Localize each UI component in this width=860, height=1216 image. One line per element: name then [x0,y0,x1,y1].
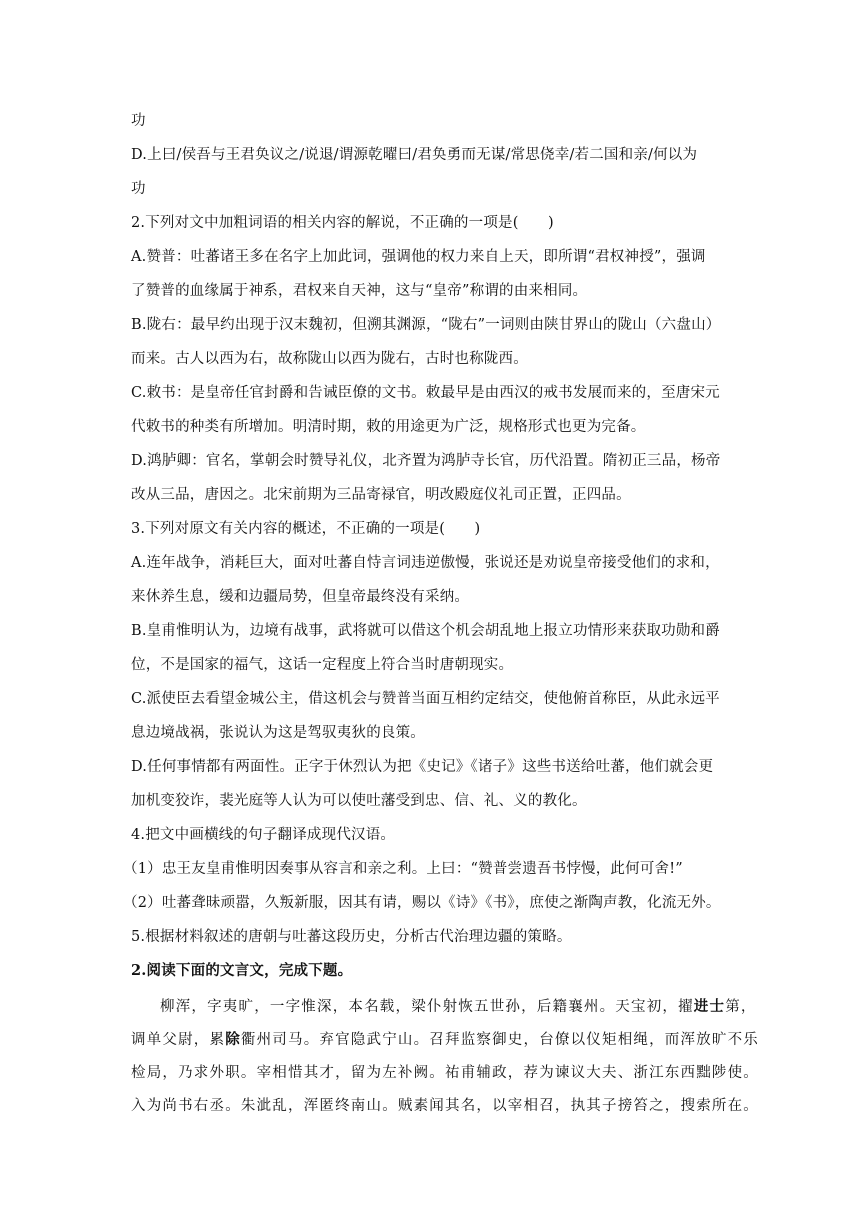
option-d-line-1: D.上曰/侯吾与王君奂议之/说退/谓源乾曜曰/君奂勇而无谋/常思侥幸/若二国和亲/何以为 [131,147,698,163]
q2-option-b-line-2: 而来。古人以西为右，故称陇山以西为陇右，古时也称陇西。 [131,351,528,367]
q2-option-a-line-1: A.赞普：吐蕃诸王多在名字上加此词，强调他的权力来自上天，即所谓“君权神授”，强调 [131,249,706,265]
section-2-heading: 2.阅读下面的文言文，完成下题。 [131,962,353,979]
bold-term-jinshi: 进士 [693,998,726,1015]
option-c-continuation: 功 [131,113,146,129]
q2-option-d-line-2: 改从三品，唐因之。北宋前期为三品寄禄官，明改殿庭仪礼司正置，正四品。 [131,487,631,503]
question-2-stem: 2.下列对文中加粗词语的相关内容的解说，不正确的一项是( ) [131,215,554,231]
q4-sentence-2: （2）吐蕃聋昧顽嚣，久叛新服，因其有请，赐以《诗》《书》，庶使之渐陶声教，化流无外。 [123,895,721,911]
bold-term-chu: 除 [225,1031,241,1048]
passage-text: 柳浑，字夷旷，一字惟深，本名载，梁仆射恢五世孙，后籍襄州。天宝初，擢 [160,999,694,1015]
q2-option-a-line-2: 了赞普的血缘属于神系，君权来自天神，这与“皇帝”称谓的由来相同。 [131,283,588,299]
passage-text: 调单父尉，累 [131,1032,226,1048]
q3-option-a-line-2: 来休养生息，缓和边疆局势，但皇帝最终没有采纳。 [131,589,470,605]
q3-option-c-line-2: 息边境战祸，张说认为这是驾驭夷狄的良策。 [131,725,425,741]
q2-option-c-line-1: C.敕书：是皇帝任官封爵和告诫臣僚的文书。敕最早是由西汉的戒书发展而来的，至唐宋元 [131,385,720,401]
q3-option-d-line-2: 加机变狡诈，裴光庭等人认为可以使吐藩受到忠、信、礼、义的教化。 [131,793,587,809]
q2-option-d-line-1: D.鸿胪卿：官名，掌朝会时赞导礼仪，北齐置为鸿胪寺长官，历代沿置。隋初正三品，杨帝 [131,453,721,469]
q2-option-c-line-2: 代敕书的种类有所增加。明清时期，敕的用途更为广泛，规格形式也更为完备。 [131,419,646,435]
passage-text: 衢州司马。弃官隐武宁山。召拜监察御史，台僚以仪矩相绳，而浑放旷不乐 [240,1032,760,1048]
passage-line-3: 检局，乃求外职。宰相惜其才，留为左补阙。祐甫辅政，荐为谏议大夫、浙江东西黜陟使。 [131,1065,759,1081]
q3-option-c-line-1: C.派使臣去看望金城公主，借这机会与赞普当面互相约定结交，使他俯首称臣，从此永远平 [131,691,720,707]
question-5-stem: 5.根据材料叙述的唐朝与吐蕃这段历史，分析古代治理边疆的策略。 [131,929,572,945]
option-d-continuation: 功 [131,181,146,197]
passage-line-2 [131,1030,760,1050]
question-3-stem: 3.下列对原文有关内容的概述，不正确的一项是( ) [131,521,481,537]
passage-line-1 [160,997,760,1017]
q3-option-d-line-1: D.任何事情都有两面性。正字于休烈认为把《史记》《诸子》这些书送给吐蕃，他们就会更 [131,759,714,775]
q3-option-b-line-1: B.皇甫惟明认为，边境有战事，武将就可以借这个机会胡乱地上报立功情形来获取功勋和爵 [131,623,720,639]
q3-option-a-line-1: A.连年战争，消耗巨大，面对吐蕃自恃言词违逆傲慢，张说还是劝说皇帝接受他们的求和， [131,555,720,571]
q4-sentence-1: （1）忠王友皇甫惟明因奏事从容言和亲之利。上曰：“赞普尝遗吾书悖慢，此何可舍!” [123,861,683,877]
q2-option-b-line-1: B.陇右：最早约出现于汉末魏初，但溯其渊源，“陇右”一词则由陕甘界山的陇山（六盘山） [131,317,721,333]
question-4-stem: 4.把文中画横线的句子翻译成现代汉语。 [131,827,396,843]
q3-option-b-line-2: 位，不是国家的福气，这话一定程度上符合当时唐朝现实。 [131,657,514,673]
passage-text: 第， [725,999,757,1015]
passage-line-4: 入为尚书右丞。朱泚乱，浑匿终南山。贼素闻其名，以宰相召，执其子搒笞之，搜索所在。 [131,1098,759,1114]
